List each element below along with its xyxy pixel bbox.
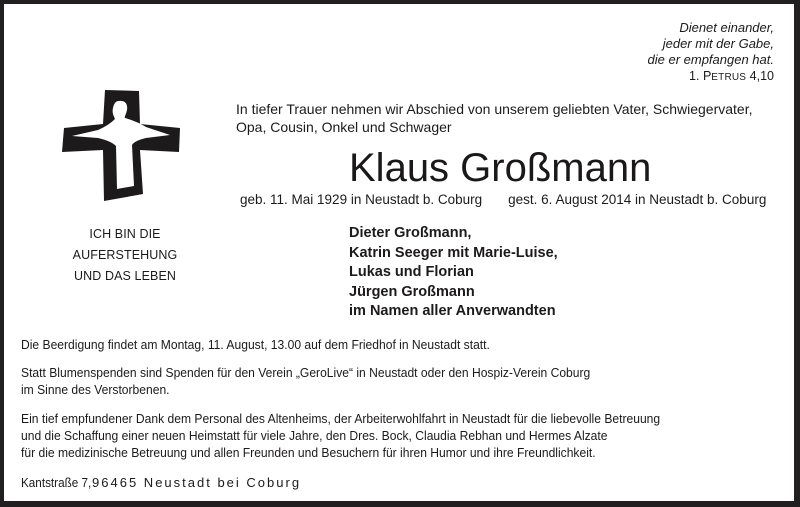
donation-line: im Sinne des Verstorbenen. — [21, 382, 170, 397]
obituary-card — [4, 4, 794, 501]
verse-line: ICH BIN DIE — [89, 227, 161, 241]
quote-line: die er empfangen hat. — [647, 52, 774, 67]
address-street: Kantstraße 7, — [21, 475, 92, 490]
deceased-name: Klaus Großmann — [349, 146, 652, 190]
intro-line: Opa, Cousin, Onkel und Schwager — [236, 119, 452, 135]
funeral-notice: Die Beerdigung findet am Montag, 11. August, 13.00 auf dem Friedhof in Neustadt statt. — [21, 337, 490, 352]
thanks-line: für die medizinische Betreuung und allen Freunden und Besuchern für ihren Humor und ihre Freundlichkeit. — [21, 445, 596, 460]
intro-line: In tiefer Trauer nehmen wir Abschied von unserem geliebten Vater, Schwiegervater, — [236, 101, 753, 117]
address-city: 96465 Neustadt bei Coburg — [92, 475, 302, 490]
mourner-line: im Namen aller Anverwandten — [349, 303, 556, 319]
quote-line: Dienet einander, — [679, 20, 774, 35]
birth-date: geb. 11. Mai 1929 in Neustadt b. Coburg — [240, 192, 483, 207]
mourner-line: Katrin Seeger mit Marie-Luise, — [349, 244, 558, 261]
bible-quote — [648, 20, 774, 86]
verse-line: AUFERSTEHUNG — [72, 248, 178, 262]
thanks-line: und die Schaffung einer neuen Heimstatt für viele Jahre, den Dres. Bock, Claudia Rebhan und Hermes Alzate — [21, 428, 608, 443]
quote-reference — [648, 68, 774, 86]
mourner-line: Dieter Großmann, — [349, 225, 472, 241]
reference-verse: 4,10 — [746, 69, 774, 83]
mourners-list — [349, 224, 558, 322]
death-date: gest. 6. August 2014 in Neustadt b. Coburg — [508, 192, 767, 207]
quote-line: jeder mit der Gabe, — [662, 36, 774, 51]
reference-prefix: 1. — [689, 69, 703, 83]
reference-book-rest: ETRUS — [711, 72, 747, 83]
reference-book-initial: P — [702, 69, 712, 83]
cross-with-figure-icon — [62, 90, 182, 202]
resurrection-verse — [60, 224, 190, 287]
thanks-notice — [21, 410, 660, 461]
family-address — [21, 474, 301, 491]
mourning-intro — [236, 100, 752, 136]
donation-notice — [21, 364, 590, 398]
donation-line: Statt Blumenspenden sind Spenden für den Verein „GeroLive“ in Neustadt oder den Hospiz-Verein Coburg — [21, 365, 591, 380]
life-dates — [240, 192, 766, 208]
thanks-line: Ein tief empfundener Dank dem Personal des Altenheims, der Arbeiterwohlfahrt in Neustadt für die liebevolle Betreuung — [21, 411, 661, 426]
mourner-line: Jürgen Großmann — [349, 283, 475, 300]
mourner-line: Lukas und Florian — [349, 264, 474, 280]
verse-line: UND DAS LEBEN — [73, 269, 177, 283]
